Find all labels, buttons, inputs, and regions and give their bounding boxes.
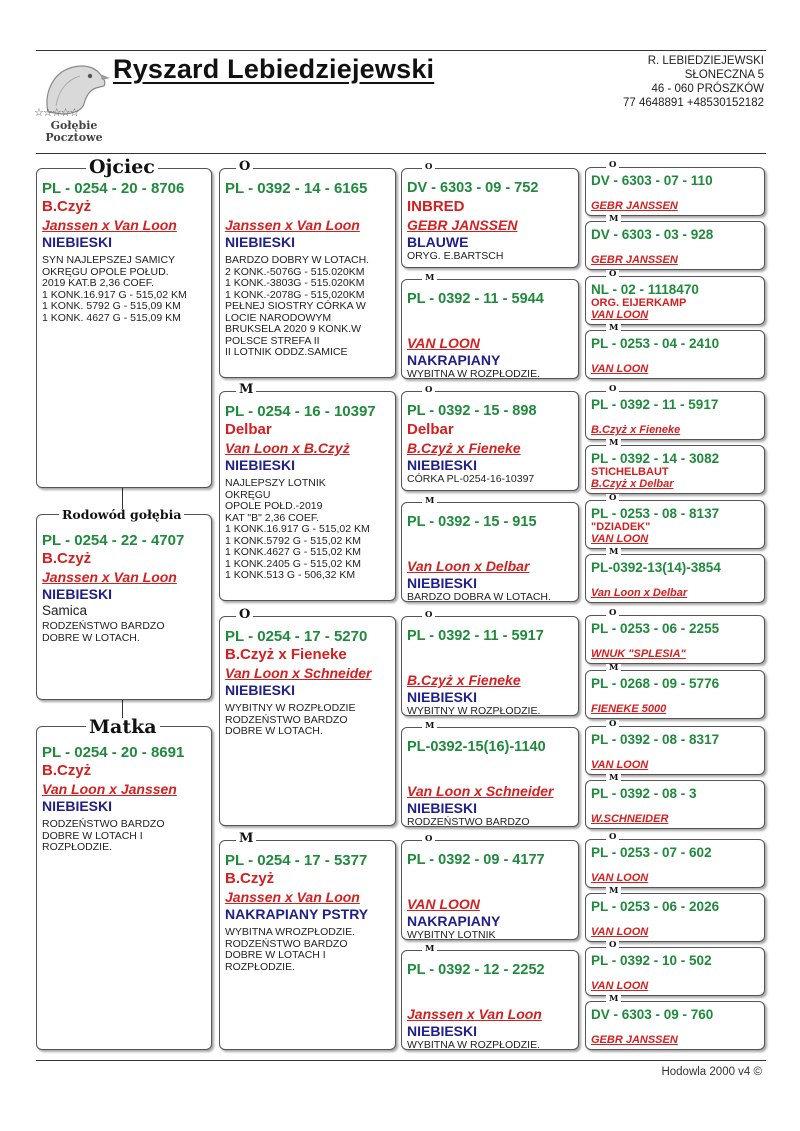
great-grandparent-card[interactable] xyxy=(401,616,579,716)
club-logo xyxy=(34,56,114,148)
great-grandparent-strain: VAN LOON xyxy=(407,896,480,912)
great-grandparent-sex-label: M xyxy=(422,274,437,283)
ancestor-card[interactable] xyxy=(585,893,765,942)
ancestor-sex-label: M xyxy=(606,774,621,783)
subject-strain: Janssen x Van Loon xyxy=(42,569,177,585)
ancestor-card[interactable] xyxy=(585,839,765,888)
great-grandparent-sex-label: M xyxy=(422,497,437,506)
mother-name: B.Czyż xyxy=(42,762,92,779)
great-grandparent-spacer xyxy=(407,757,573,782)
great-grandparent-color: NAKRAPIANY xyxy=(407,913,501,929)
mother-card[interactable] xyxy=(36,726,212,1050)
mother-description: RODZEŃSTWO BARDZO DOBRE W LOTACH I ROZPŁODZIE. xyxy=(42,818,165,853)
grandparent-name: B.Czyż xyxy=(225,870,275,887)
great-grandparent-ring-number: PL - 0392 - 15 - 915 xyxy=(407,514,537,530)
ancestor-strain: VAN LOON xyxy=(591,872,649,884)
ancestor-card[interactable] xyxy=(585,670,765,719)
grandparent-description: NAJLEPSZY LOTNIK OKRĘGU OPOLE POŁD.-2019 KAT "B" 2,36 COEF. 1 KONK.16.917 G - 515,02 KM 1 KONK.5792 G - 515,02 KM 1 KONK.4627 G - 515,02 KM 1 KONK.2405 G - 515,02 KM 1 KONK.513 G - 506,32 KM xyxy=(225,477,370,581)
ancestor-strain: W.SCHNEIDER xyxy=(591,813,669,825)
great-grandparent-description: WYBITNA W ROZPŁODZIE. xyxy=(407,1039,541,1050)
ancestor-card[interactable] xyxy=(585,330,765,379)
ancestor-name: "DZIADEK" xyxy=(591,521,651,533)
logo-stars: ☆☆☆☆☆ xyxy=(34,107,79,119)
logo-text xyxy=(34,120,114,144)
father-ring-number: PL - 0254 - 20 - 8706 xyxy=(42,180,185,197)
great-grandparent-strain: Van Loon x Schneider xyxy=(407,783,554,799)
ancestor-sex-label: M xyxy=(606,324,621,333)
great-grandparent-strain: Van Loon x Delbar xyxy=(407,558,530,574)
ancestor-ring-number: NL - 02 - 1118470 xyxy=(591,282,699,297)
grandparent-name xyxy=(225,198,390,216)
logo-text-line: Pocztowe xyxy=(45,131,103,144)
ancestor-ring-number: PL - 0253 - 06 - 2255 xyxy=(591,621,720,636)
address-line: SŁONECZNA 5 xyxy=(684,69,764,81)
ancestor-card[interactable] xyxy=(585,221,765,270)
grandparent-card[interactable] xyxy=(219,391,396,601)
grandparent-sex-label: O xyxy=(236,608,253,621)
great-grandparent-color: NIEBIESKI xyxy=(407,457,478,473)
ancestor-strain: GEBR JANSSEN xyxy=(591,1034,678,1046)
great-grandparent-ring-number: DV - 6303 - 09 - 752 xyxy=(407,180,539,196)
ancestor-sex-label: O xyxy=(606,609,619,618)
grandparent-card[interactable] xyxy=(219,840,396,1050)
great-grandparent-description: BARDZO DOBRA W LOTACH. xyxy=(407,591,551,602)
grandparent-card[interactable] xyxy=(219,168,396,378)
great-grandparent-sex-label: M xyxy=(422,722,437,731)
mother-label: Matka xyxy=(86,718,160,737)
ancestor-ring-number: PL - 0392 - 11 - 5917 xyxy=(591,397,719,412)
great-grandparent-ring-number: PL - 0392 - 11 - 5944 xyxy=(407,291,544,307)
ancestor-ring-number: PL - 0253 - 08 - 8137 xyxy=(591,506,720,521)
ancestor-card[interactable] xyxy=(585,500,765,549)
ancestor-ring-number: PL - 0392 - 14 - 3082 xyxy=(591,451,720,466)
great-grandparent-ring-number: PL - 0392 - 15 - 898 xyxy=(407,403,537,419)
grandparent-sex-label: O xyxy=(236,160,253,173)
ancestor-strain: GEBR JANSSEN xyxy=(591,254,678,266)
ancestor-strain: WNUK "SPLESIA" xyxy=(591,648,686,660)
ancestor-card[interactable] xyxy=(585,726,765,775)
great-grandparent-spacer xyxy=(407,646,573,671)
grandparent-sex-label: M xyxy=(236,383,256,396)
father-label: Ojciec xyxy=(86,158,158,177)
grandparent-ring-number: PL - 0254 - 16 - 10397 xyxy=(225,403,376,420)
great-grandparent-name: Delbar xyxy=(407,421,454,438)
ancestor-sex-label: O xyxy=(606,833,619,842)
ancestor-card[interactable] xyxy=(585,615,765,664)
ancestor-ring-number: DV - 6303 - 09 - 760 xyxy=(591,1007,714,1022)
top-divider xyxy=(36,50,766,51)
father-color: NIEBIESKI xyxy=(42,234,113,250)
ancestor-card[interactable] xyxy=(585,554,765,603)
ancestor-strain: GEBR JANSSEN xyxy=(591,200,678,212)
great-grandparent-strain: Janssen x Van Loon xyxy=(407,1006,542,1022)
great-grandparent-card[interactable] xyxy=(401,840,579,940)
ancestor-ring-number: PL - 0253 - 06 - 2026 xyxy=(591,899,720,914)
ancestor-sex-label: O xyxy=(606,720,619,729)
address-line: 77 4648891 +48530152182 xyxy=(622,97,764,109)
address-line: R. LEBIEDZIEJEWSKI xyxy=(647,55,764,67)
great-grandparent-color: BLAUWE xyxy=(407,234,469,250)
great-grandparent-description: WYBITNY W ROZPŁODZIE. xyxy=(407,705,541,716)
ancestor-card[interactable] xyxy=(585,947,765,996)
great-grandparent-description: RODZEŃSTWO BARDZO xyxy=(407,816,530,827)
great-grandparent-card[interactable] xyxy=(401,950,579,1050)
great-grandparent-description: WYBITNY LOTNIK xyxy=(407,929,496,940)
software-footer: Hodowla 2000 v4 © xyxy=(661,1066,762,1078)
mother-ring-number: PL - 0254 - 20 - 8691 xyxy=(42,744,185,761)
subject-card[interactable] xyxy=(36,514,212,700)
great-grandparent-spacer xyxy=(407,532,573,557)
grandparent-strain: Janssen x Van Loon xyxy=(225,217,360,233)
ancestor-ring-number: PL - 0392 - 08 - 3 xyxy=(591,786,697,801)
ancestor-sex-label: O xyxy=(606,494,619,503)
ancestor-strain: B.Czyż x Delbar xyxy=(591,478,674,490)
ancestor-sex-label: M xyxy=(606,215,621,224)
ancestor-sex-label: M xyxy=(606,548,621,557)
ancestor-strain: VAN LOON xyxy=(591,759,649,771)
great-grandparent-color: NIEBIESKI xyxy=(407,800,478,816)
ancestor-card[interactable] xyxy=(585,167,765,216)
ancestor-strain: VAN LOON xyxy=(591,533,649,545)
ancestor-strain: VAN LOON xyxy=(591,980,649,992)
great-grandparent-spacer xyxy=(407,870,573,895)
breeder-name: Ryszard Lebiedziejewski xyxy=(113,54,435,84)
great-grandparent-strain: B.Czyż x Fieneke xyxy=(407,440,521,456)
footer-divider xyxy=(36,1060,766,1061)
great-grandparent-sex-label: O xyxy=(422,163,435,172)
ancestor-strain: Van Loon x Delbar xyxy=(591,587,688,599)
subject-label: Rodowód gołębia xyxy=(59,509,184,522)
ancestor-card[interactable] xyxy=(585,1001,765,1050)
ancestor-sex-label: M xyxy=(606,664,621,673)
ancestor-ring-number: PL - 0253 - 07 - 602 xyxy=(591,845,712,860)
great-grandparent-sex-label: O xyxy=(422,835,435,844)
grandparent-description: BARDZO DOBRY W LOTACH. 2 KONK.-5076G - 515.020KM 1 KONK.-3803G - 515.020KM 1 KONK.-2078G - 515,020KM PEŁNEJ SIOSTRY CÓRKA W LOCIE NARODOWYM BRUKSELA 2020 9 KONK.W POLSCE STREFA II II LOTNIK ODDZ.SAMICE xyxy=(225,254,370,358)
great-grandparent-ring-number: PL - 0392 - 09 - 4177 xyxy=(407,852,545,868)
grandparent-color: NIEBIESKI xyxy=(225,682,296,698)
ancestor-strain: B.Czyż x Fieneke xyxy=(591,424,681,436)
ancestor-sex-label: O xyxy=(606,941,619,950)
ancestor-strain: FIENEKE 5000 xyxy=(591,703,667,715)
grandparent-description: WYBITNA WROZPŁODZIE. RODZEŃSTWO BARDZO DOBRE W LOTACH I ROZPŁODZIE. xyxy=(225,926,356,973)
grandparent-strain: Janssen x Van Loon xyxy=(225,889,360,905)
mother-strain: Van Loon x Janssen xyxy=(42,781,177,797)
ancestor-card[interactable] xyxy=(585,391,765,440)
ancestor-card[interactable] xyxy=(585,780,765,829)
great-grandparent-ring-number: PL-0392-15(16)-1140 xyxy=(407,739,546,755)
ancestor-ring-number: PL - 0253 - 04 - 2410 xyxy=(591,336,720,351)
great-grandparent-card[interactable] xyxy=(401,502,579,602)
logo-text-line: Gołębie xyxy=(50,119,98,132)
ancestor-ring-number: DV - 6303 - 03 - 928 xyxy=(591,227,714,242)
ancestor-ring-number: PL-0392-13(14)-3854 xyxy=(591,560,721,575)
header-divider xyxy=(36,153,766,154)
ancestor-ring-number: PL - 0392 - 10 - 502 xyxy=(591,953,712,968)
ancestor-strain: VAN LOON xyxy=(591,926,649,938)
ancestor-sex-label: O xyxy=(606,161,619,170)
grandparent-sex-label: M xyxy=(236,832,256,845)
mother-color: NIEBIESKI xyxy=(42,798,113,814)
great-grandparent-card[interactable] xyxy=(401,391,579,491)
grandparent-card[interactable] xyxy=(219,616,396,826)
ancestor-ring-number: PL - 0392 - 08 - 8317 xyxy=(591,732,720,747)
ancestor-strain: VAN LOON xyxy=(591,309,649,321)
ancestor-name: STICHELBAUT xyxy=(591,466,669,478)
great-grandparent-description: ORYG. E.BARTSCH xyxy=(407,250,504,262)
subject-name: B.Czyż xyxy=(42,550,92,567)
grandparent-ring-number: PL - 0254 - 17 - 5270 xyxy=(225,628,368,645)
great-grandparent-description: WYBITNA W ROZPŁODZIE. xyxy=(407,368,541,379)
subject-sex: Samica xyxy=(42,603,88,618)
ancestor-sex-label: M xyxy=(606,439,621,448)
subject-ring-number: PL - 0254 - 22 - 4707 xyxy=(42,532,185,549)
great-grandparent-strain: GEBR JANSSEN xyxy=(407,217,518,233)
great-grandparent-spacer xyxy=(407,309,573,334)
ancestor-ring-number: DV - 6303 - 07 - 110 xyxy=(591,173,713,188)
great-grandparent-name: INBRED xyxy=(407,198,465,215)
father-name: B.Czyż xyxy=(42,198,92,215)
ancestor-sex-label: O xyxy=(606,385,619,394)
ancestor-card[interactable] xyxy=(585,445,765,494)
great-grandparent-card[interactable] xyxy=(401,279,579,379)
great-grandparent-strain: B.Czyż x Fieneke xyxy=(407,672,521,688)
great-grandparent-sex-label: O xyxy=(422,386,435,395)
great-grandparent-color: NAKRAPIANY xyxy=(407,352,501,368)
grandparent-strain: Van Loon x B.Czyż xyxy=(225,440,350,456)
great-grandparent-sex-label: M xyxy=(422,945,437,954)
ancestor-sex-label: O xyxy=(606,270,619,279)
great-grandparent-strain: VAN LOON xyxy=(407,335,480,351)
great-grandparent-color: NIEBIESKI xyxy=(407,1023,478,1039)
grandparent-color: NIEBIESKI xyxy=(225,234,296,250)
grandparent-strain: Van Loon x Schneider xyxy=(225,665,372,681)
ancestor-card[interactable] xyxy=(585,276,765,325)
great-grandparent-ring-number: PL - 0392 - 12 - 2252 xyxy=(407,962,545,978)
great-grandparent-spacer xyxy=(407,980,573,1005)
father-card[interactable] xyxy=(36,168,212,488)
great-grandparent-color: NIEBIESKI xyxy=(407,689,478,705)
great-grandparent-card[interactable] xyxy=(401,168,579,268)
grandparent-name: Delbar xyxy=(225,421,272,438)
great-grandparent-ring-number: PL - 0392 - 11 - 5917 xyxy=(407,628,544,644)
great-grandparent-sex-label: O xyxy=(422,611,435,620)
ancestor-name: ORG. EIJERKAMP xyxy=(591,297,687,309)
father-description: SYN NAJLEPSZEJ SAMICY OKRĘGU OPOLE POŁUD. 2019 KAT.B 2,36 COEF. 1 KONK.16.917 G - 515,02 KM 1 KONK. 5792 G - 515,09 KM 1 KONK. 4627 G - 515,09 KM xyxy=(42,254,187,324)
great-grandparent-color: NIEBIESKI xyxy=(407,575,478,591)
breeder-address xyxy=(623,54,764,110)
subject-color: NIEBIESKI xyxy=(42,586,113,602)
grandparent-color: NAKRAPIANY PSTRY xyxy=(225,906,369,922)
grandparent-description: WYBITNY W ROZPŁODZIE RODZEŃSTWO BARDZO DOBRE W LOTACH. xyxy=(225,702,356,737)
great-grandparent-description: CÓRKA PL-0254-16-10397 xyxy=(407,473,535,485)
grandparent-ring-number: PL - 0254 - 17 - 5377 xyxy=(225,852,368,869)
father-strain: Janssen x Van Loon xyxy=(42,217,177,233)
ancestor-ring-number: PL - 0268 - 09 - 5776 xyxy=(591,676,720,691)
grandparent-name: B.Czyż x Fieneke xyxy=(225,646,347,663)
ancestor-strain: VAN LOON xyxy=(591,363,649,375)
subject-description: RODZEŃSTWO BARDZO DOBRE W LOTACH. xyxy=(42,620,165,644)
ancestor-sex-label: M xyxy=(606,887,621,896)
grandparent-color: NIEBIESKI xyxy=(225,457,296,473)
address-line: 46 - 060 PRÓSZKÓW xyxy=(651,83,764,95)
great-grandparent-card[interactable] xyxy=(401,727,579,827)
ancestor-sex-label: M xyxy=(606,995,621,1004)
grandparent-ring-number: PL - 0392 - 14 - 6165 xyxy=(225,180,368,197)
